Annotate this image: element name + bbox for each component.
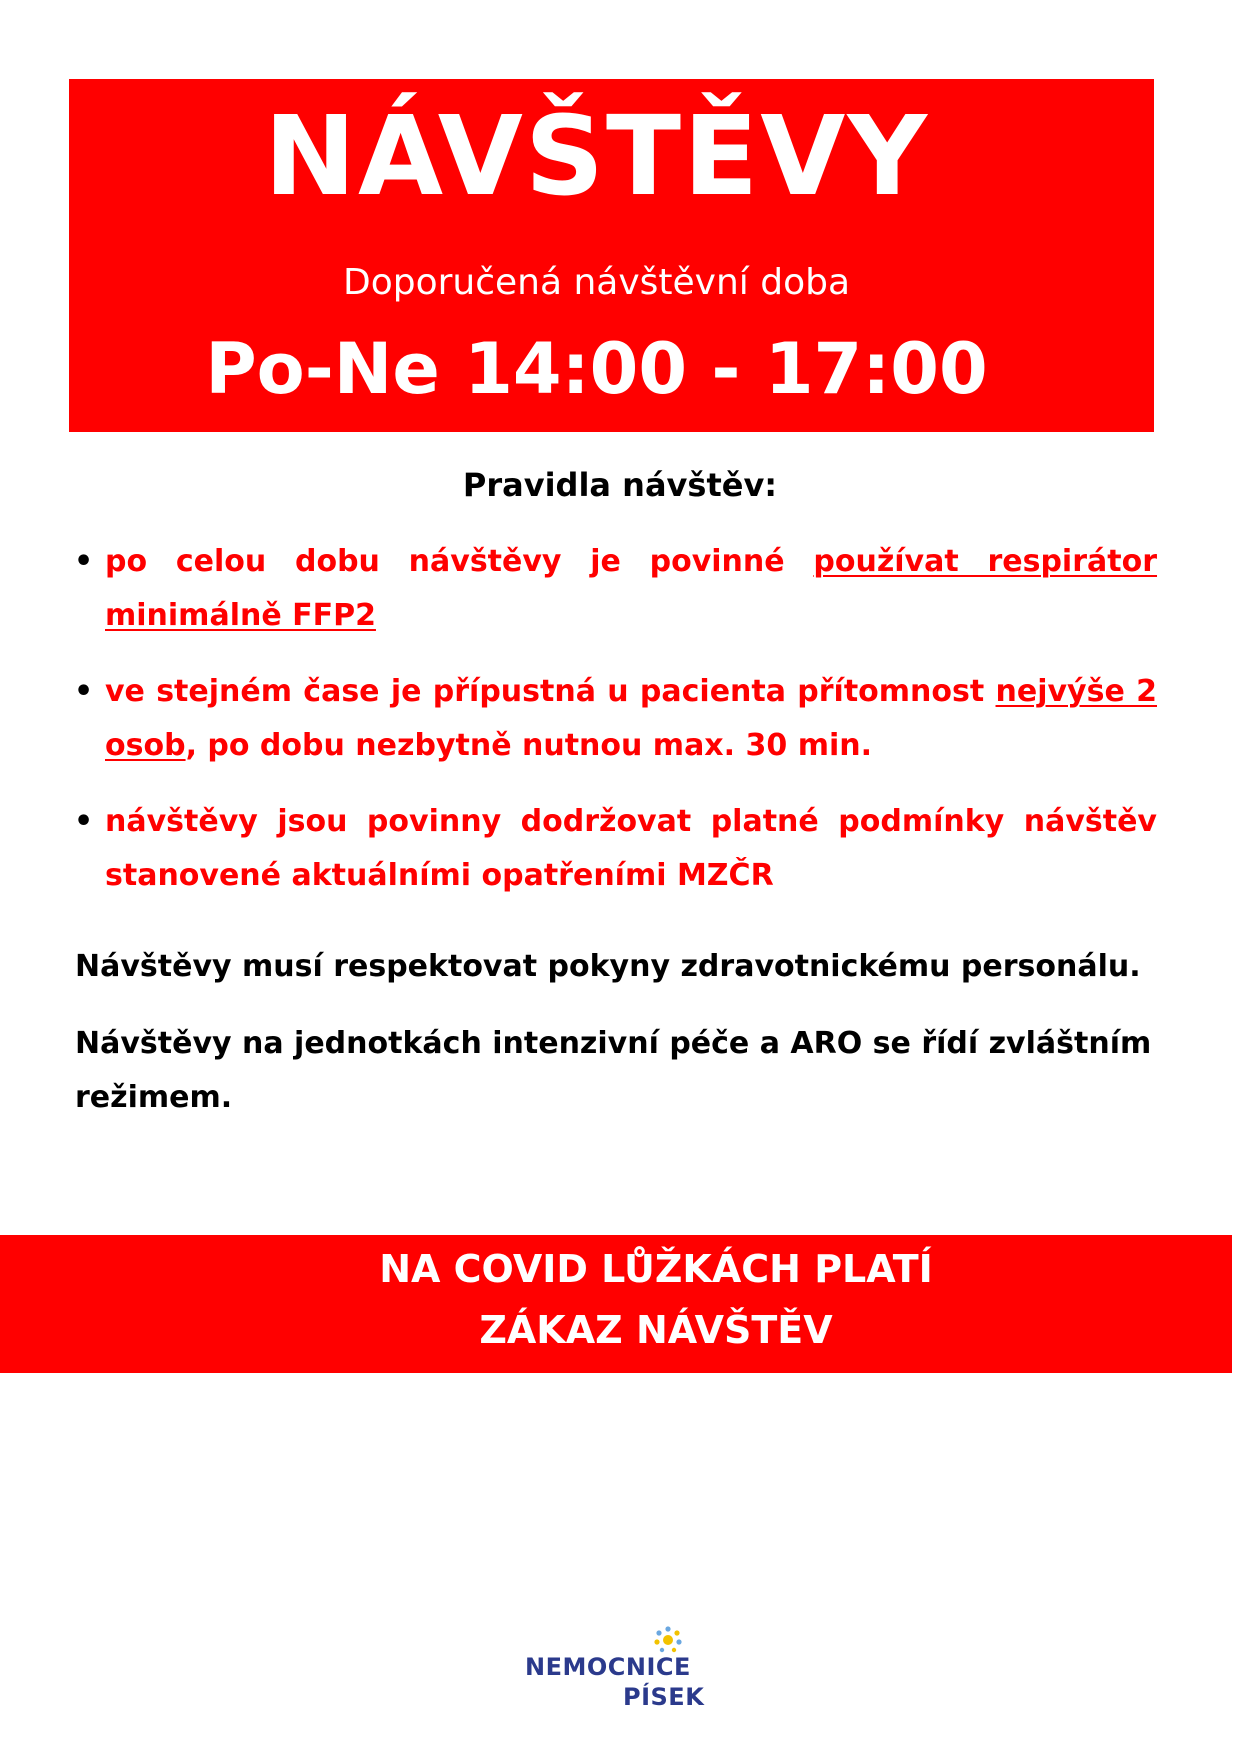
flower-icon bbox=[653, 1625, 683, 1655]
rule-text-after: , po dobu nezbytně nutnou max. 30 min. bbox=[185, 728, 872, 763]
banner-subtitle: Doporučená návštěvní doba bbox=[342, 262, 851, 303]
page-title: NÁVŠTĚVY bbox=[263, 92, 930, 220]
rules-heading-text: Pravidla návštěv: bbox=[462, 466, 778, 504]
visiting-hours-banner bbox=[69, 79, 1154, 432]
bullet-icon: • bbox=[74, 544, 94, 579]
note-icu-regime: Návštěvy na jednotkách intenzivní péče a ARO se řídí zvláštním režimem. bbox=[75, 1026, 1152, 1115]
covid-ban-line-2: ZÁKAZ NÁVŠTĚV bbox=[479, 1308, 833, 1352]
bullet-icon: • bbox=[74, 804, 94, 839]
rule-text-underlined: používat respirátor minimálně FFP2 bbox=[105, 544, 1158, 633]
logo-text-line-2: PÍSEK bbox=[623, 1683, 705, 1711]
rule-text: po celou dobu návštěvy je povinné bbox=[105, 544, 814, 579]
note-staff-instructions: Návštěvy musí respektovat pokyny zdravotnickému personálu. bbox=[75, 949, 1141, 984]
logo-text-line-1: NEMOCNICE bbox=[525, 1653, 691, 1681]
rule-text-underlined: nejvýše 2 osob bbox=[105, 674, 1157, 763]
rules-heading bbox=[0, 466, 1240, 504]
rule-item bbox=[72, 795, 1157, 903]
rule-item bbox=[72, 535, 1157, 643]
rules-list bbox=[72, 535, 1157, 925]
rule-text: návštěvy jsou povinny dodržovat platné podmínky návštěv stanovené aktuálními opatřeními MZČR bbox=[105, 804, 1157, 893]
hospital-logo bbox=[520, 1625, 720, 1715]
visiting-hours: Po-Ne 14:00 - 17:00 bbox=[205, 328, 988, 410]
covid-ban-banner bbox=[0, 1235, 1232, 1373]
bullet-icon: • bbox=[74, 674, 94, 709]
rule-text: ve stejném čase je přípustná u pacienta přítomnost bbox=[105, 674, 996, 709]
covid-ban-line-1: NA COVID LŮŽKÁCH PLATÍ bbox=[379, 1247, 933, 1291]
rule-item bbox=[72, 665, 1157, 773]
